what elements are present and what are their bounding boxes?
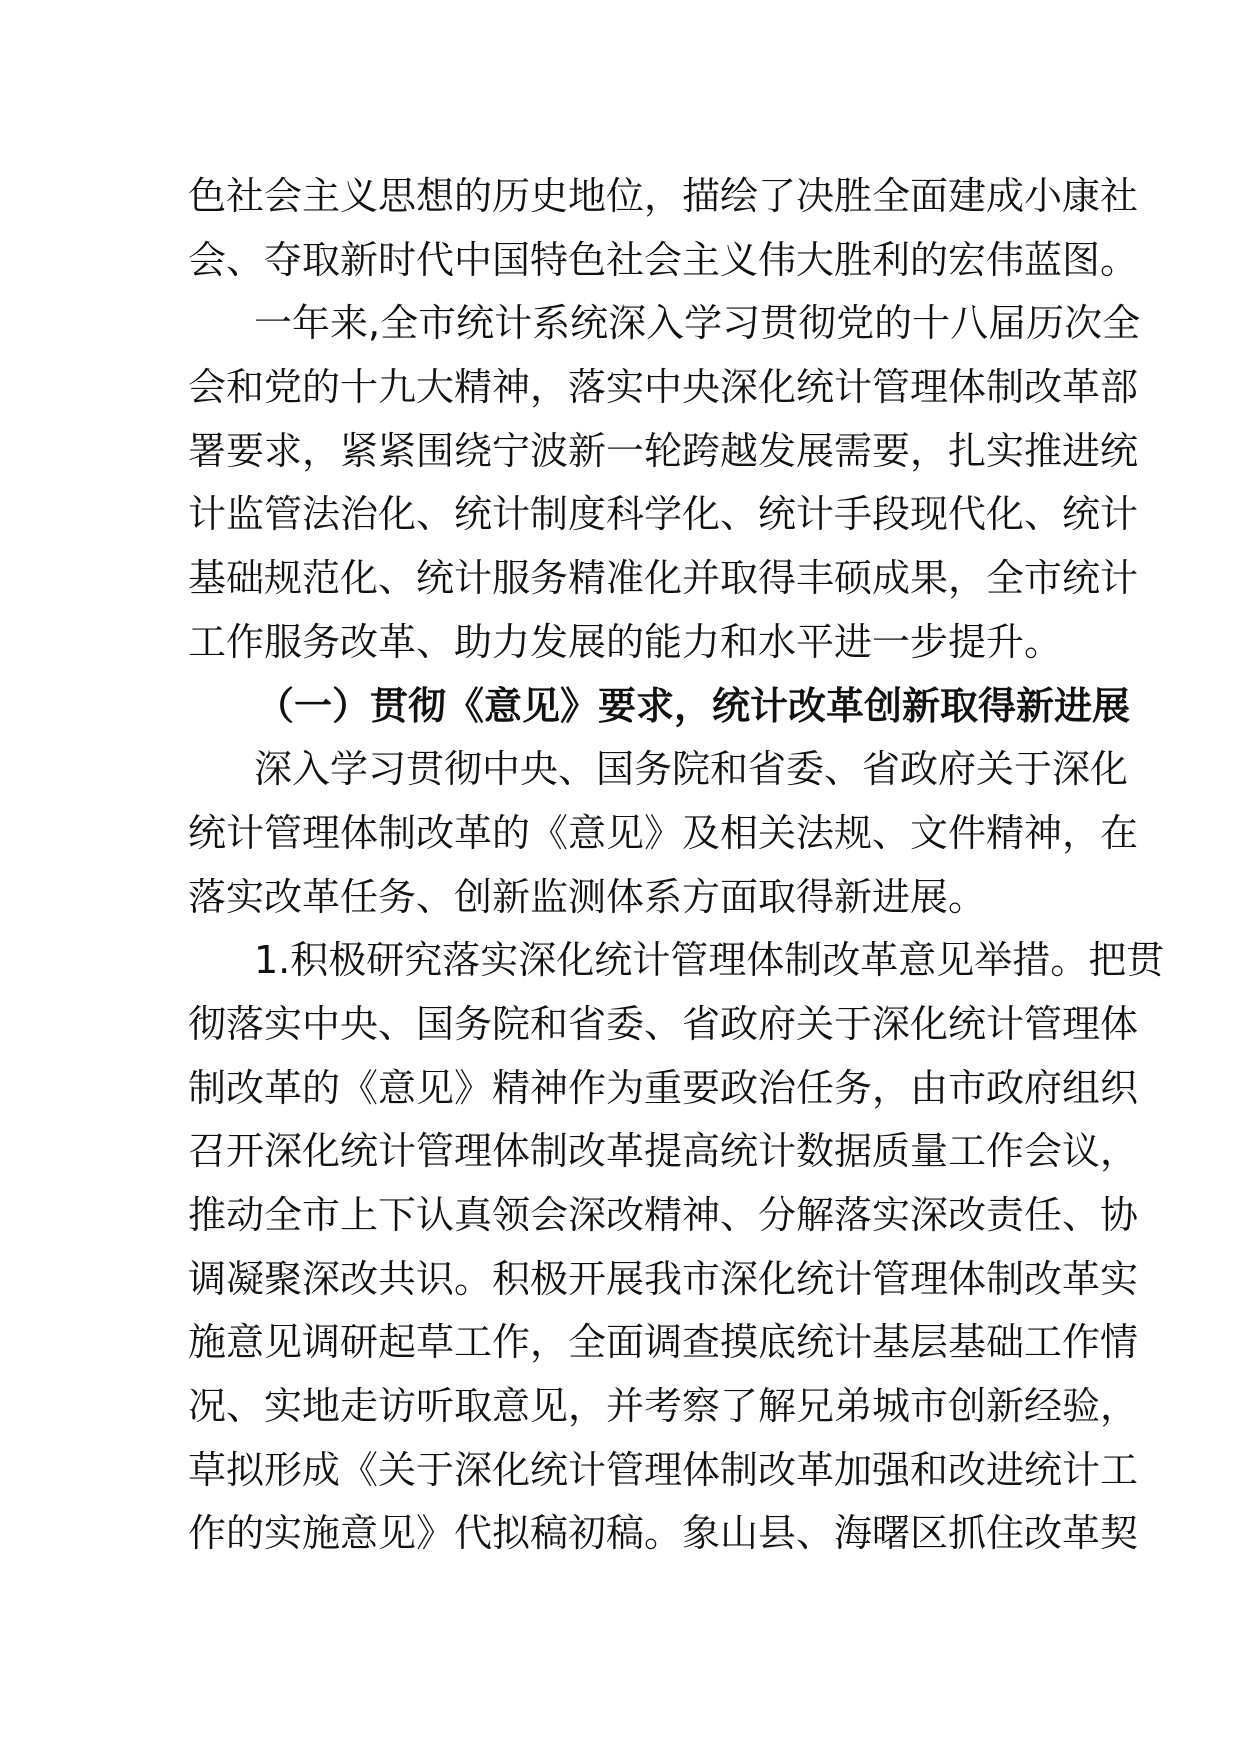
text-line: 基础规范化、统计服务精准化并取得丰硕成果，全市统计 [188,556,1139,601]
text-line: 统计管理体制改革的《意见》及相关法规、文件精神，在 [188,810,1139,855]
text-line: 作的实施意见》代拟稿初稿。象山县、海曙区抓住改革契 [188,1511,1139,1556]
text-line: 落实改革任务、创新监测体系方面取得新进展。 [188,874,987,919]
paragraph-start-line: 一年来,全市统计系统深入学习贯彻党的十八届历次全 [254,301,1141,346]
text-line: 况、实地走访听取意见，并考察了解兄弟城市创新经验， [188,1384,1139,1429]
paragraph-start-line: 深入学习贯彻中央、国务院和省委、省政府关于深化 [254,747,1129,792]
text-line: 彻落实中央、国务院和省委、省政府关于深化统计管理体 [188,1001,1139,1046]
body-text [188,165,1165,1566]
section-heading: （一）贯彻《意见》要求，统计改革创新取得新进展 [256,683,1131,728]
text-line: 会和党的十九大精神，落实中央深化统计管理体制改革部 [188,365,1139,410]
text-line: 推动全市上下认真领会深改精神、分解落实深改责任、协 [188,1193,1139,1237]
text-line: 施意见调研起草工作，全面调查摸底统计基层基础工作情 [188,1320,1139,1365]
paragraph-start-line: 1.积极研究落实深化统计管理体制改革意见举措。把贯 [254,938,1165,983]
text-line: 工作服务改革、助力发展的能力和水平进一步提升。 [188,619,1063,664]
text-line: 制改革的《意见》精神作为重要政治任务，由市政府组织 [188,1065,1139,1110]
text-line: 会、夺取新时代中国特色社会主义伟大胜利的宏伟蓝图。 [188,237,1139,282]
text-line: 草拟形成《关于深化统计管理体制改革加强和改进统计工 [188,1447,1139,1492]
text-line: 调凝聚深改共识。积极开展我市深化统计管理体制改革实 [188,1256,1139,1301]
text-line: 色社会主义思想的历史地位，描绘了决胜全面建成小康社 [188,174,1139,218]
text-line: 计监管法治化、统计制度科学化、统计手段现代化、统计 [188,492,1139,537]
text-line: 署要求，紧紧围绕宁波新一轮跨越发展需要，扎实推进统 [188,428,1139,473]
text-line: 召开深化统计管理体制改革提高统计数据质量工作会议， [188,1129,1139,1174]
